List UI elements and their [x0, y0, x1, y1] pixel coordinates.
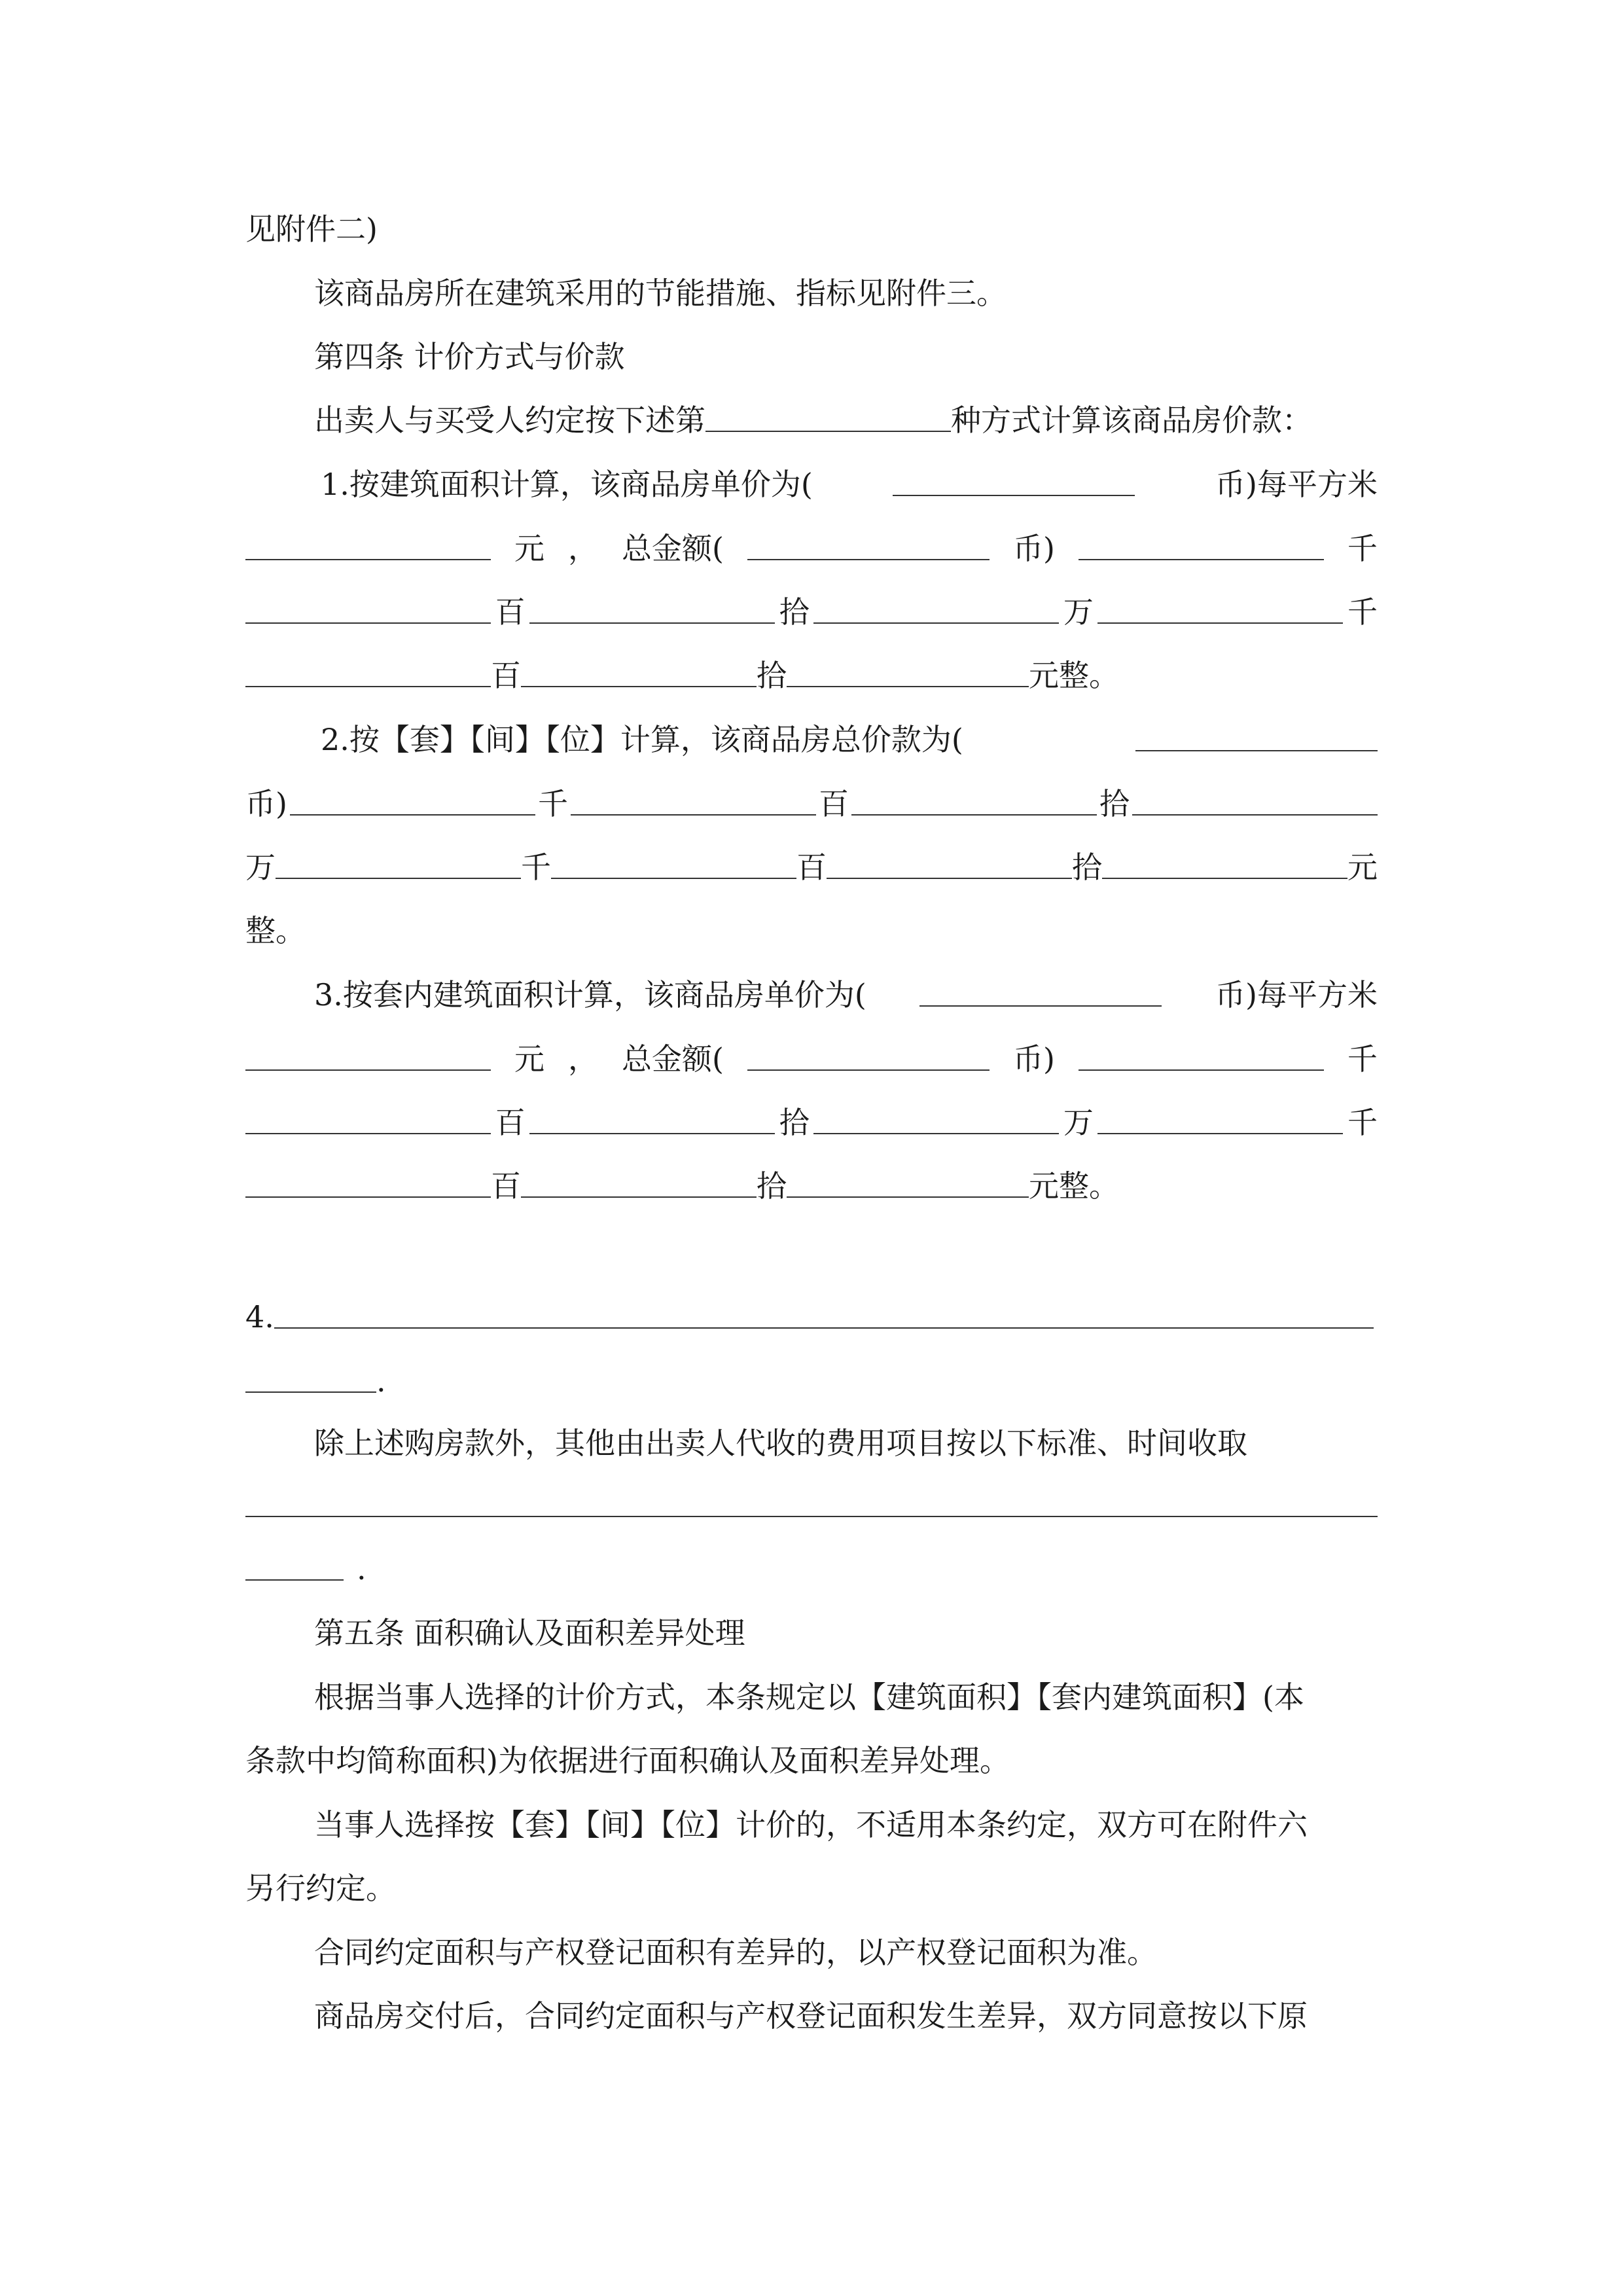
method-1-line — [245, 452, 1378, 517]
text-segment: 元整。 — [1029, 658, 1119, 693]
heading-text: 第五条 面积确认及面积差异处理 — [314, 1615, 745, 1651]
fees-line — [245, 1473, 1378, 1538]
method-number-blank[interactable] — [705, 404, 951, 432]
text-segment: 万 — [1063, 594, 1094, 630]
amount-blank[interactable] — [245, 1170, 491, 1198]
method-4-blank[interactable] — [274, 1300, 1374, 1329]
unit-price-blank[interactable] — [245, 1043, 491, 1071]
method-4-line — [245, 1284, 1378, 1350]
paragraph-text: 合同约定面积与产权登记面积有差异的，以产权登记面积为准。 — [314, 1935, 1157, 1970]
amount-blank[interactable] — [245, 659, 491, 687]
text-segment: 拾 — [757, 658, 787, 693]
method-1-line — [245, 643, 1378, 708]
text-segment: 币) — [1012, 1041, 1055, 1077]
amount-blank[interactable] — [245, 1106, 491, 1134]
text-segment: . — [357, 1551, 366, 1587]
paragraph-text: 除上述购房款外，其他由出卖人代收的费用项目按以下标准、时间收取 — [314, 1426, 1247, 1461]
method-2-line — [245, 898, 1378, 963]
text-segment: 拾 — [1099, 786, 1130, 821]
text-line — [245, 1856, 1378, 1921]
paragraph-text: 见附件二) — [245, 211, 378, 247]
text-segment: 千 — [521, 850, 551, 885]
text-line — [245, 1920, 1446, 1985]
text-line — [245, 1983, 1446, 2049]
text-segment: 拾 — [779, 1105, 810, 1140]
amount-blank[interactable] — [290, 787, 535, 816]
text-segment: 币)每平方米 — [1215, 467, 1378, 502]
heading-text: 第四条 计价方式与价款 — [314, 339, 625, 374]
text-segment: 百 — [491, 658, 521, 693]
text-segment: 千 — [1347, 1105, 1378, 1140]
text-segment: 元 — [514, 1041, 544, 1077]
text-line — [245, 387, 1446, 453]
method-3-line — [245, 1153, 1378, 1219]
text-segment: 百 — [491, 1168, 521, 1204]
currency-blank[interactable] — [1135, 723, 1378, 751]
amount-blank[interactable] — [245, 596, 491, 624]
text-segment: 币) — [1012, 531, 1055, 566]
amount-blank[interactable] — [529, 1106, 775, 1134]
text-segment: ， — [568, 1041, 598, 1077]
text-segment: 出卖人与买受人约定按下述第 — [314, 403, 705, 438]
article-5-heading — [245, 1600, 1446, 1666]
text-segment: 1.按建筑面积计算，该商品房单价为( — [321, 467, 813, 502]
text-segment: 元 — [1347, 850, 1378, 885]
text-segment: 种方式计算该商品房价款： — [951, 403, 1312, 438]
amount-blank[interactable] — [1102, 851, 1347, 879]
method-1-line — [245, 579, 1378, 645]
text-line — [245, 1410, 1446, 1476]
amount-blank[interactable] — [276, 851, 521, 879]
text-segment: 元整。 — [1029, 1168, 1119, 1204]
currency-blank[interactable] — [747, 532, 990, 560]
amount-blank[interactable] — [1097, 1106, 1343, 1134]
text-line — [245, 260, 1446, 326]
paragraph-text: 该商品房所在建筑采用的节能措施、指标见附件三。 — [314, 276, 1007, 311]
text-segment: 百 — [796, 850, 827, 885]
paragraph-text: 商品房交付后，合同约定面积与产权登记面积发生差异，双方同意按以下原 — [314, 1998, 1308, 2034]
unit-price-blank[interactable] — [245, 532, 491, 560]
text-segment: 千 — [537, 786, 568, 821]
text-segment: 整。 — [245, 913, 306, 948]
text-segment: 百 — [495, 594, 526, 630]
text-segment: 拾 — [779, 594, 810, 630]
amount-blank[interactable] — [1079, 532, 1324, 560]
method-4-line — [245, 1348, 1378, 1414]
method-2-line — [245, 834, 1378, 900]
text-segment: 千 — [1347, 594, 1378, 630]
method-4-blank[interactable] — [245, 1365, 376, 1393]
text-segment: 总金额( — [622, 1041, 724, 1077]
amount-blank[interactable] — [813, 596, 1059, 624]
text-line — [245, 1728, 1378, 1793]
amount-blank[interactable] — [529, 596, 775, 624]
method-2-line — [245, 707, 1378, 772]
text-segment: 拾 — [1072, 850, 1102, 885]
amount-blank[interactable] — [571, 787, 816, 816]
text-line — [245, 1792, 1446, 1857]
text-segment: 千 — [1347, 531, 1378, 566]
text-segment: . — [376, 1363, 386, 1399]
text-segment: 百 — [495, 1105, 526, 1140]
text-segment: 2.按【套】【间】【位】计算，该商品房总价款为( — [321, 722, 963, 757]
text-segment: 币)每平方米 — [1215, 977, 1378, 1013]
paragraph-text: 另行约定。 — [245, 1871, 396, 1906]
method-1-line — [245, 516, 1378, 581]
fees-line — [245, 1536, 1378, 1602]
text-segment: 千 — [1347, 1041, 1378, 1077]
text-segment: 百 — [818, 786, 849, 821]
text-segment: ， — [568, 531, 598, 566]
text-line — [245, 1664, 1446, 1730]
text-segment: 拾 — [757, 1168, 787, 1204]
currency-blank[interactable] — [919, 978, 1162, 1007]
fees-blank[interactable] — [245, 1552, 344, 1581]
text-segment: 3.按套内建筑面积计算，该商品房单价为( — [314, 977, 866, 1013]
amount-blank[interactable] — [1097, 596, 1343, 624]
text-line — [245, 196, 1378, 262]
paragraph-text: 条款中均简称面积)为依据进行面积确认及面积差异处理。 — [245, 1743, 1010, 1778]
amount-blank[interactable] — [827, 851, 1072, 879]
amount-blank[interactable] — [851, 787, 1097, 816]
amount-blank[interactable] — [1079, 1043, 1324, 1071]
article-4-heading — [245, 324, 1446, 389]
amount-blank[interactable] — [787, 1170, 1029, 1198]
text-segment: 万 — [245, 850, 276, 885]
method-3-line — [245, 1090, 1378, 1155]
amount-blank[interactable] — [521, 659, 757, 687]
fees-blank[interactable] — [245, 1489, 1378, 1517]
method-3-line — [245, 962, 1378, 1028]
amount-blank[interactable] — [813, 1106, 1059, 1134]
amount-blank[interactable] — [551, 851, 796, 879]
text-segment: 万 — [1063, 1105, 1094, 1140]
text-segment: 币) — [245, 786, 287, 821]
currency-blank[interactable] — [747, 1043, 990, 1071]
method-2-line — [245, 771, 1378, 836]
amount-blank[interactable] — [787, 659, 1029, 687]
text-segment: 4. — [245, 1299, 274, 1335]
paragraph-text: 根据当事人选择的计价方式，本条规定以【建筑面积】【套内建筑面积】(本 — [314, 1679, 1304, 1715]
paragraph-text: 当事人选择按【套】【间】【位】计价的，不适用本条约定，双方可在附件六 — [314, 1807, 1308, 1842]
amount-blank[interactable] — [521, 1170, 757, 1198]
text-segment: 总金额( — [622, 531, 724, 566]
currency-blank[interactable] — [893, 468, 1135, 496]
method-3-line — [245, 1026, 1378, 1092]
amount-blank[interactable] — [1132, 787, 1378, 816]
text-segment: 元 — [514, 531, 544, 566]
